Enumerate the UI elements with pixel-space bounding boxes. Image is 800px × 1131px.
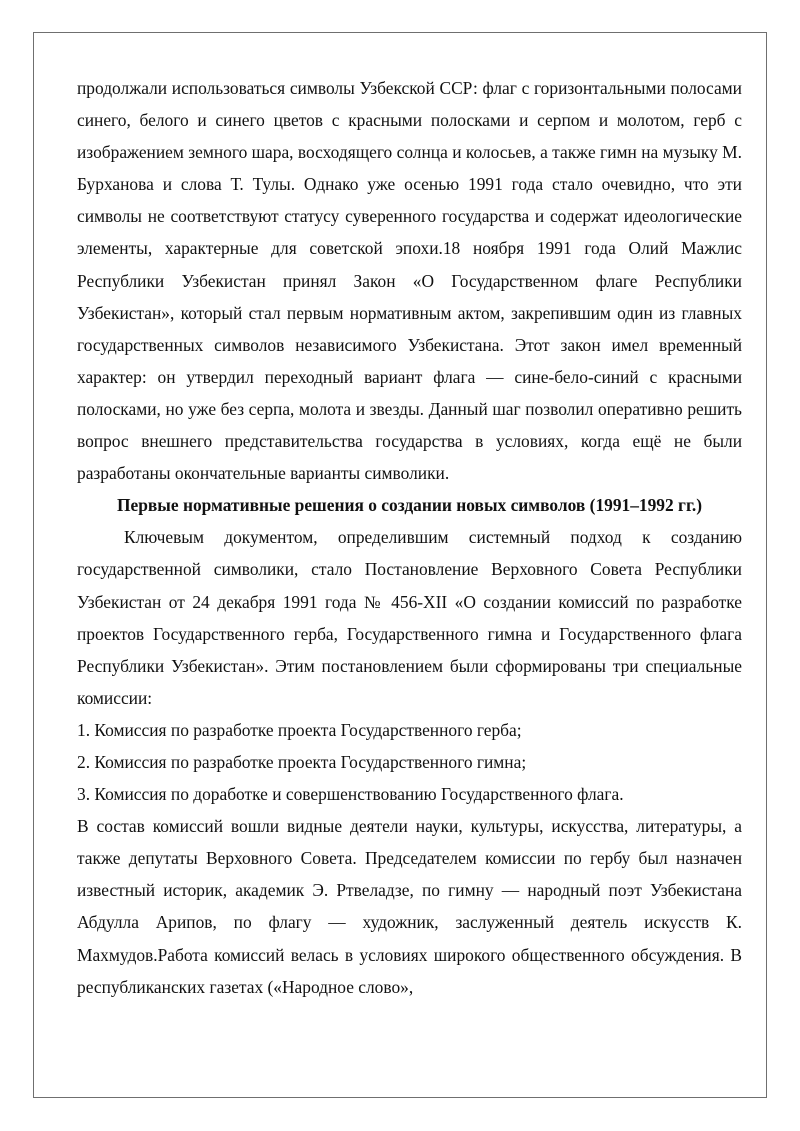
paragraph-resolution: Ключевым документом, определившим системный подход к созданию государственной символики, стало Постановление Верховного Совета Республики Узбекистан от 24 декабря 1991 года № 456-XII «О создании комиссий по разработке проектов Государственного герба, Государственного гимна и Государственного флага Республики Узбекистан». Этим постановлением были сформированы три специальные комиссии: xyxy=(77,527,742,708)
list-item: 3. Комиссия по доработке и совершенствованию Государственного флага. xyxy=(77,784,624,805)
paragraph-symbols-ussr: продолжали использоваться символы Узбекской ССР: флаг с горизонтальными полосами синего, белого и синего цветов с красными полосками и серпом и молотом, герб с изображением земного шара, восходящего солнца и колосьев, а также гимн на музыку М. Бурханова и слова Т. Тулы. Однако уже осенью 1991 года стало очевидно, что эти символы не соответствуют статусу суверенного государства и содержат идеологические элементы, характерные для советской эпохи.18 ноября 1991 года Олий Мажлис Республики Узбекистан принял Закон «О Государственном флаге Республики Узбекистан», который стал первым нормативным актом, закрепившим один из главных государственных символов независимого Узбекистана. Этот закон имел временный характер: он утвердил переходный вариант флага — сине-бело-синий с красными полосками, но уже без серпа, молота и звезды. Данный шаг позволил оперативно решить вопрос внешнего представительства государства в условиях, когда ещё не были разработаны окончательные варианты символики. xyxy=(77,78,742,484)
section-heading: Первые нормативные решения о создании новых символов (1991–1992 гг.) xyxy=(116,495,703,516)
document-body xyxy=(77,72,742,1003)
list-item: 1. Комиссия по разработке проекта Государственного герба; xyxy=(77,719,522,740)
list-item: 2. Комиссия по разработке проекта Государственного гимна; xyxy=(77,751,527,772)
paragraph-commissions: В состав комиссий вошли видные деятели науки, культуры, искусства, литературы, а также депутаты Верховного Совета. Председателем комиссии по гербу был назначен известный историк, академик Э. Ртвеладзе, по гимну — народный поэт Узбекистана Абдулла Арипов, по флагу — художник, заслуженный деятель искусств К. Махмудов.Работа комиссий велась в условиях широкого общественного обсуждения. В республиканских газетах («Народное слово», xyxy=(77,816,742,997)
